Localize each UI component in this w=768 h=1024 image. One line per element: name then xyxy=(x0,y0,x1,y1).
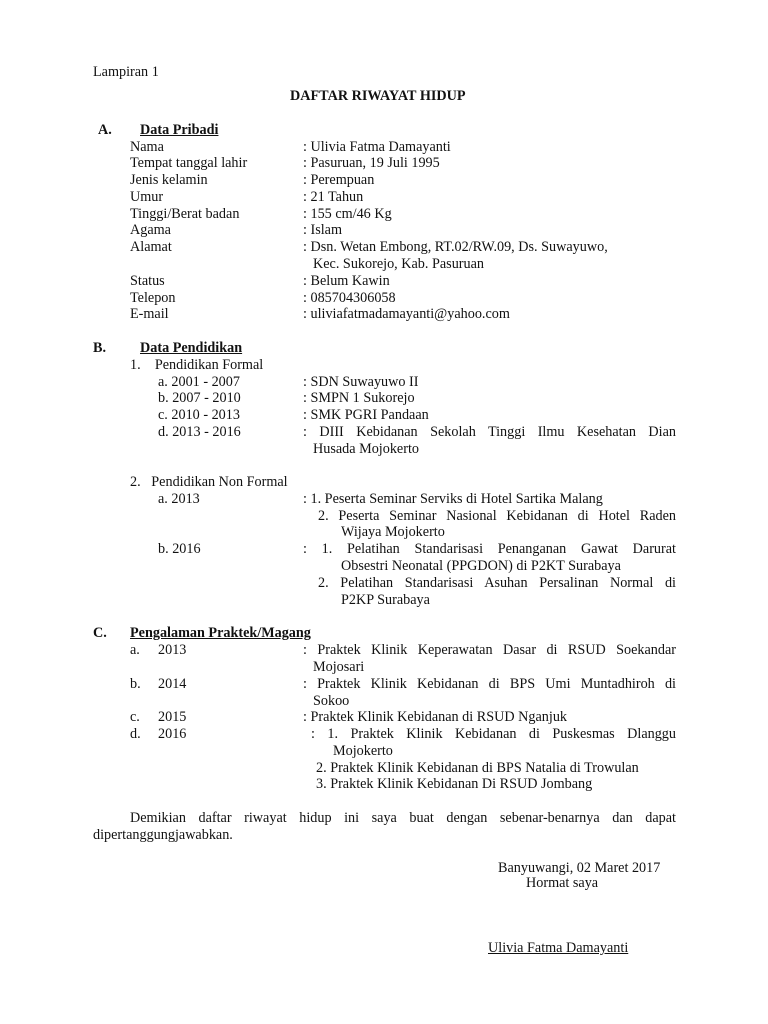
nonformal-period: b. 2016 xyxy=(158,541,201,557)
label-email: E-mail xyxy=(130,306,169,322)
formal-school-line2: Husada Mojokerto xyxy=(313,441,419,457)
praktek-desc: : 1. Praktek Klinik Kebidanan di Puskesmas Dlanggu xyxy=(311,726,676,742)
praktek-letter: b. xyxy=(130,676,141,692)
section-b-letter: B. xyxy=(93,340,107,356)
label-jenis-kelamin: Jenis kelamin xyxy=(130,172,208,188)
praktek-desc: : Praktek Klinik Keperawatan Dasar di RSUD Soekandar xyxy=(303,642,676,658)
praktek-desc: : Praktek Klinik Kebidanan di BPS Umi Muntadhiroh di xyxy=(303,676,676,692)
section-a-heading: Data Pribadi xyxy=(140,122,219,138)
formal-school: : SDN Suwayuwo II xyxy=(303,374,419,390)
praktek-year: 2015 xyxy=(158,709,187,725)
praktek-year: 2016 xyxy=(158,726,187,742)
label-agama: Agama xyxy=(130,222,171,238)
praktek-desc-line2: Sokoo xyxy=(313,693,350,709)
praktek-letter: d. xyxy=(130,726,141,742)
label-nama: Nama xyxy=(130,139,164,155)
signature-greeting: Hormat saya xyxy=(526,875,599,891)
praktek-year: 2013 xyxy=(158,642,187,658)
value-email: : uliviafatmadamayanti@yahoo.com xyxy=(303,306,510,322)
section-a-letter: A. xyxy=(98,122,112,138)
closing-statement-line2: dipertanggungjawabkan. xyxy=(93,827,233,843)
value-alamat: : Dsn. Wetan Embong, RT.02/RW.09, Ds. Suwayuwo, xyxy=(303,239,608,255)
formal-school: : SMPN 1 Sukorejo xyxy=(303,390,415,406)
pendidikan-nonformal-title: 2. Pendidikan Non Formal xyxy=(130,474,288,490)
lampiran-label: Lampiran 1 xyxy=(93,64,159,80)
praktek-year: 2014 xyxy=(158,676,187,692)
nonformal-item-line2: Wijaya Mojokerto xyxy=(341,524,445,540)
label-ttl: Tempat tanggal lahir xyxy=(130,155,248,171)
label-alamat: Alamat xyxy=(130,239,172,255)
value-telepon: : 085704306058 xyxy=(303,290,396,306)
value-agama: : Islam xyxy=(303,222,343,238)
praktek-desc: 2. Praktek Klinik Kebidanan di BPS Natalia di Trowulan xyxy=(316,760,639,776)
value-ttl: : Pasuruan, 19 Juli 1995 xyxy=(303,155,440,171)
section-c-heading: Pengalaman Praktek/Magang xyxy=(130,625,311,641)
formal-period: c. 2010 - 2013 xyxy=(158,407,240,423)
signature-place-date: Banyuwangi, 02 Maret 2017 xyxy=(498,860,661,876)
document-title: DAFTAR RIWAYAT HIDUP xyxy=(290,88,466,104)
nonformal-item: : 1. Pelatihan Standarisasi Penanganan Gawat Darurat xyxy=(303,541,676,557)
label-telepon: Telepon xyxy=(130,290,176,306)
value-jenis-kelamin: : Perempuan xyxy=(303,172,375,188)
value-nama: : Ulivia Fatma Damayanti xyxy=(303,139,451,155)
formal-period: d. 2013 - 2016 xyxy=(158,424,241,440)
formal-school: : SMK PGRI Pandaan xyxy=(303,407,429,423)
formal-school: : DIII Kebidanan Sekolah Tinggi Ilmu Kesehatan Dian xyxy=(303,424,676,440)
label-status: Status xyxy=(130,273,165,289)
label-umur: Umur xyxy=(130,189,164,205)
nonformal-item: 2. Pelatihan Standarisasi Asuhan Persalinan Normal di xyxy=(318,575,676,591)
nonformal-item-line2: Obsestri Neonatal (PPGDON) di P2KT Surabaya xyxy=(341,558,621,574)
praktek-desc-line2: Mojosari xyxy=(313,659,365,675)
value-tinggi-berat: : 155 cm/46 Kg xyxy=(303,206,392,222)
praktek-desc: 3. Praktek Klinik Kebidanan Di RSUD Jombang xyxy=(316,776,593,792)
label-tinggi-berat: Tinggi/Berat badan xyxy=(130,206,240,222)
value-status: : Belum Kawin xyxy=(303,273,390,289)
closing-statement: Demikian daftar riwayat hidup ini saya buat dengan sebenar-benarnya dan dapat xyxy=(130,810,676,826)
section-c-letter: C. xyxy=(93,625,107,641)
formal-period: b. 2007 - 2010 xyxy=(158,390,241,406)
value-alamat-line2: Kec. Sukorejo, Kab. Pasuruan xyxy=(313,256,484,272)
signature-name: Ulivia Fatma Damayanti xyxy=(488,940,629,956)
section-b-heading: Data Pendidikan xyxy=(140,340,243,356)
nonformal-period: a. 2013 xyxy=(158,491,200,507)
praktek-desc-line2: Mojokerto xyxy=(333,743,393,759)
nonformal-item: : 1. Peserta Seminar Serviks di Hotel Sartika Malang xyxy=(303,491,603,507)
formal-period: a. 2001 - 2007 xyxy=(158,374,240,390)
praktek-letter: a. xyxy=(130,642,140,658)
praktek-letter: c. xyxy=(130,709,140,725)
value-umur: : 21 Tahun xyxy=(303,189,364,205)
pendidikan-formal-title: 1. Pendidikan Formal xyxy=(130,357,264,373)
nonformal-item-line2: P2KP Surabaya xyxy=(341,592,430,608)
nonformal-item: 2. Peserta Seminar Nasional Kebidanan di Hotel Raden xyxy=(318,508,676,524)
praktek-desc: : Praktek Klinik Kebidanan di RSUD Nganjuk xyxy=(303,709,568,725)
